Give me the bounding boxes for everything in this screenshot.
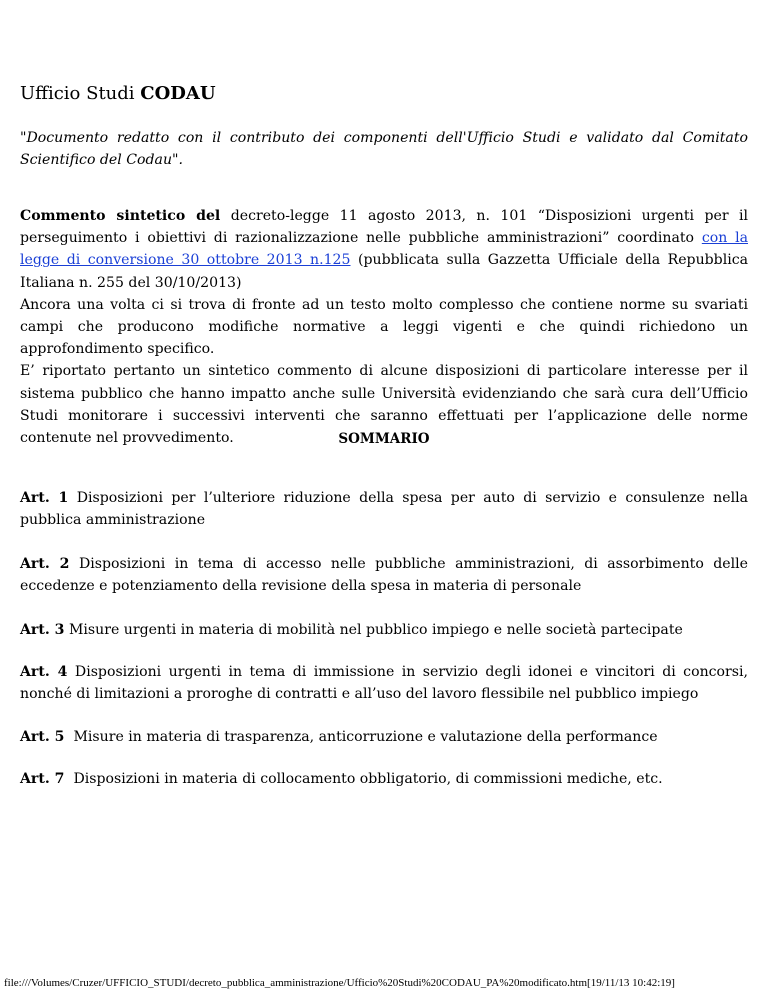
- comment-text-before-link: decreto-legge 11 agosto 2013, n. 101 “Disposizioni urgenti per il perseguimento i obiettivi di razionalizzazione nelle pubbliche amministrazioni” coordinato: [20, 208, 749, 247]
- comment-text-after-link: (pubblicata sulla Gazzetta Ufficiale della Repubblica Italiana n. 255 del 30/10/2013): [20, 252, 748, 291]
- title-prefix: Ufficio Studi: [20, 83, 135, 104]
- article-label: Art. 1: [20, 490, 69, 506]
- article-item: [20, 487, 748, 531]
- comment-lead: Commento sintetico del: [20, 208, 221, 224]
- comment-paragraph-1: [20, 205, 748, 294]
- article-text: Misure urgenti in materia di mobilità nel pubblico impiego e nelle società partecipate: [64, 622, 683, 638]
- article-item: [20, 553, 748, 597]
- note-text: Documento redatto con il contributo dei componenti dell'Ufficio Studi e validato dal Comitato Scientifico del Codau".: [20, 130, 748, 168]
- article-item: [20, 768, 748, 790]
- article-label: Art. 7: [20, 771, 65, 787]
- article-text: Disposizioni urgenti in tema di immissione in servizio degli idonei e vincitori di concorsi, nonché di limitazioni a proroghe di contratti e all’uso del lavoro flessibile nel pubblico impiego: [20, 664, 748, 702]
- file-path-footer: file:///Volumes/Cruzer/UFFICIO_STUDI/decreto_pubblica_amministrazione/Ufficio%20Studi%20CODAU_PA%20modificato.htm[19/11/13 10:42:19]: [4, 977, 675, 989]
- article-item: [20, 661, 748, 705]
- page-title: [20, 82, 216, 106]
- comment-paragraph-3: E’ riportato pertanto un sintetico commento di alcune disposizioni di particolare interesse per il sistema pubblico che hanno impatto anche sulle Università evidenziando che sarà cura dell’Ufficio Studi monitorare i successivi interventi che saranno effettuati per l’applicazione delle norme contenute nel provvedimento.: [20, 363, 748, 447]
- article-label: Art. 5: [20, 729, 65, 745]
- article-text: Disposizioni in tema di accesso nelle pubbliche amministrazioni, di assorbimento delle eccedenze e potenziamento della revisione della spesa in materia di personale: [20, 556, 749, 594]
- article-text: Disposizioni per l’ulteriore riduzione della spesa per auto di servizio e consulenze nella pubblica amministrazione: [20, 490, 748, 528]
- comment-section: [20, 205, 748, 449]
- conversion-law-link[interactable]: con la legge di conversione 30 ottobre 2013 n.125: [20, 230, 748, 269]
- title-bold: CODAU: [140, 83, 216, 104]
- article-item: [20, 726, 748, 748]
- article-label: Art. 4: [20, 664, 68, 680]
- article-text: Misure in materia di trasparenza, anticorruzione e valutazione della performance: [64, 729, 658, 745]
- comment-paragraph-2: Ancora una volta ci si trova di fronte ad un testo molto complesso che contiene norme su svariati campi che producono modifiche normative a leggi vigenti e che quindi richiedono un approfondimento specifico.: [20, 296, 748, 358]
- article-text: Disposizioni in materia di collocamento obbligatorio, di commissioni mediche, etc.: [64, 771, 663, 787]
- article-item: [20, 619, 748, 641]
- article-label: Art. 2: [20, 556, 70, 572]
- article-label: Art. 3: [20, 622, 65, 638]
- sommario-heading: SOMMARIO: [338, 431, 430, 447]
- note-open-quote: ": [20, 130, 27, 146]
- document-note: [20, 127, 748, 171]
- article-list: [20, 487, 748, 790]
